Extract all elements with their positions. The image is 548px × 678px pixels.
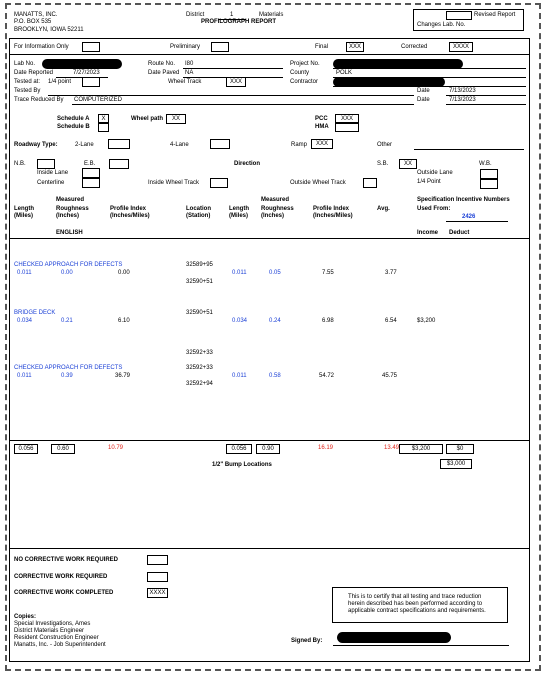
materials-label: Materials [259, 12, 284, 18]
tested-at-checkbox[interactable] [82, 77, 100, 87]
sb-label: S.B. [377, 161, 389, 167]
section-station: 32592+33 [186, 350, 213, 356]
col-profile-2-unit: (Inches/Miles) [313, 213, 353, 219]
corrected-checkbox[interactable]: XXXX [449, 42, 473, 52]
col-measured: Measured [56, 197, 85, 203]
nb-label: N.B. [14, 161, 26, 167]
total-roughness-2: 0.90 [256, 444, 280, 454]
total-income: $3,200 [399, 444, 443, 454]
section-avg: 6.54 [385, 318, 397, 324]
lab-no-redacted [42, 59, 122, 69]
total-avg: 13.49 [384, 445, 400, 451]
cert-line: applicable contract specifications and requirements. [348, 608, 486, 614]
section-profile-index: 0.00 [118, 270, 130, 276]
inside-wheel-checkbox[interactable] [210, 178, 228, 188]
col-roughness: Roughness [56, 206, 89, 212]
revised-report-label: Revised Report [474, 12, 516, 18]
bump-locations-label: 1/2" Bump Locations [212, 462, 272, 468]
total-profile-index-2: 16.19 [318, 445, 334, 451]
eb-label: E.B. [84, 161, 96, 167]
section-avg: 3.77 [385, 270, 397, 276]
section-station: 32589+95 [186, 262, 213, 268]
route-no-label: Route No. [148, 61, 176, 67]
section-length: 0.011 [17, 373, 32, 379]
col-avg: Avg. [377, 206, 390, 212]
col-location-unit: (Station) [186, 213, 211, 219]
ramp-label: Ramp [291, 142, 308, 148]
tested-at-value: 1/4 point [48, 79, 72, 85]
section-profile-index: 36.79 [115, 373, 131, 379]
wb-label: W.B. [479, 161, 492, 167]
section-title: CHECKED APPROACH FOR DEFECTS [14, 365, 123, 371]
col-profile-index-2: Profile Index [313, 206, 350, 212]
tested-at-label: Tested at: [14, 79, 41, 85]
section-station: 32592+94 [186, 381, 213, 387]
col-length: Length [14, 206, 34, 212]
info-only-checkbox[interactable] [82, 42, 100, 52]
section-title: CHECKED APPROACH FOR DEFECTS [14, 262, 123, 268]
col-roughness-2-unit: (Inches) [261, 213, 285, 219]
hma-checkbox[interactable] [335, 122, 359, 132]
total-deduct: $0 [446, 444, 474, 454]
company-address-2: BROOKLYN, IOWA 52211 [14, 27, 84, 33]
cert-line: This is to certify that all testing and trace reduction [348, 594, 482, 600]
total-length: 0.056 [14, 444, 38, 454]
section-profile-index-2: 6.98 [322, 318, 334, 324]
copy-recipient: District Materials Engineer [14, 628, 85, 634]
section-profile-index-2: 54.72 [319, 373, 335, 379]
section-roughness: 0.00 [61, 270, 73, 276]
schedule-b-checkbox[interactable] [98, 122, 109, 132]
section-roughness: 0.39 [61, 373, 73, 379]
inside-wheel-label: Inside Wheel Track [148, 180, 200, 186]
company-name: MANATTS, INC. [14, 12, 58, 18]
pcc-checkbox[interactable]: XXX [335, 114, 359, 124]
eb-checkbox[interactable] [109, 159, 129, 169]
outside-lane-label: Outside Lane [417, 170, 453, 176]
bump-value: $3,000 [440, 459, 472, 469]
date-paved-value: NA [185, 70, 194, 76]
completed-label: CORRECTIVE WORK COMPLETED [14, 590, 114, 596]
corrective-label: CORRECTIVE WORK REQUIRED [14, 574, 108, 580]
roadway-type-label: Roadway Type: [14, 142, 58, 148]
col-spec: Specification Incentive Numbers [417, 197, 510, 203]
section-roughness: 0.21 [61, 318, 73, 324]
date-paved-label: Date Paved [148, 70, 180, 76]
final-label: Final [315, 44, 329, 50]
wheel-path-checkbox[interactable]: XX [166, 114, 186, 124]
preliminary-checkbox[interactable] [211, 42, 229, 52]
schedule-a-checkbox[interactable]: X [98, 114, 109, 124]
county-label: County [290, 70, 310, 76]
quarter-point-checkbox[interactable] [480, 179, 498, 189]
col-length-2-unit: (Miles) [229, 213, 249, 219]
ramp-checkbox[interactable]: XXX [311, 139, 333, 149]
date-value-1: 7/13/2023 [449, 88, 476, 94]
copies-label: Copies: [14, 614, 37, 620]
four-lane-label: 4-Lane [170, 142, 189, 148]
district-label: District [186, 12, 205, 18]
section-profile-index: 6.10 [118, 318, 130, 324]
hma-label: HMA [315, 124, 329, 130]
pcc-label: PCC [315, 116, 328, 122]
direction-label: Direction [234, 161, 261, 167]
outside-wheel-label: Outside Wheel Track [290, 180, 346, 186]
section-length: 0.011 [17, 270, 32, 276]
section-length-2: 0.034 [232, 318, 248, 324]
preliminary-label: Preliminary [170, 44, 201, 50]
date-value-2: 7/13/2023 [449, 97, 476, 103]
outside-wheel-checkbox[interactable] [363, 178, 377, 188]
section-roughness-2: 0.24 [269, 318, 281, 324]
section-length-2: 0.011 [232, 373, 247, 379]
project-no-label: Project No. [290, 61, 320, 67]
col-profile-index: Profile Index [110, 206, 147, 212]
copy-recipient: Manatts, Inc. - Job Superintendent [14, 642, 106, 648]
trace-reduced-label: Trace Reduced By [14, 97, 64, 103]
schedule-a-label: Schedule A [57, 116, 90, 122]
centerline-checkbox[interactable] [82, 178, 100, 188]
total-roughness: 0.60 [51, 444, 75, 454]
col-english: ENGLISH [56, 230, 83, 236]
col-used-from: Used From: [417, 206, 451, 212]
no-corrective-checkbox[interactable] [147, 555, 168, 565]
total-profile-index: 10.79 [108, 445, 124, 451]
sb-checkbox[interactable]: XX [399, 159, 417, 169]
route-no-value: I80 [185, 61, 194, 67]
wheel-path-label: Wheel path [131, 116, 164, 122]
wb-checkbox[interactable] [480, 169, 498, 179]
report-form [9, 38, 530, 662]
wheel-track-label: Wheel Track [168, 79, 202, 85]
inside-lane-checkbox[interactable] [82, 168, 100, 178]
contractor-label: Contractor [290, 79, 319, 85]
wheel-track-checkbox[interactable]: XXX [226, 77, 246, 87]
corrective-checkbox[interactable] [147, 572, 168, 582]
section-avg: 45.75 [382, 373, 398, 379]
revised-report-checkbox[interactable] [446, 11, 472, 20]
schedule-b-label: Schedule B [57, 124, 90, 130]
four-lane-checkbox[interactable] [210, 139, 230, 149]
signed-by-label: Signed By: [291, 638, 323, 644]
date-reported-value: 7/27/2023 [73, 70, 100, 76]
section-roughness-2: 0.58 [269, 373, 281, 379]
quarter-point-label: 1/4 Point [417, 179, 441, 185]
lab-no-label: Lab No. [14, 61, 36, 67]
signature-redacted [337, 632, 451, 643]
section-station: 32592+33 [186, 365, 213, 371]
nb-checkbox[interactable] [37, 159, 55, 169]
trace-reduced-value: COMPUTERIZED [74, 97, 122, 103]
info-only-label: For Information Only [14, 44, 69, 50]
completed-checkbox[interactable]: XXXX [147, 588, 168, 598]
report-title: PROFILOGRAPH REPORT [201, 19, 277, 25]
changes-lab-label: Changes Lab. No. [417, 22, 466, 28]
cert-line: herein described has been performed according to [348, 601, 483, 607]
section-title: BRIDGE DECK [14, 310, 56, 316]
two-lane-label: 2-Lane [75, 142, 94, 148]
section-roughness-2: 0.05 [269, 270, 281, 276]
centerline-label: Centerline [37, 180, 65, 186]
district-value: 1 [230, 12, 234, 18]
company-address-1: P.O. BOX 535 [14, 19, 52, 25]
section-station: 32590+51 [186, 310, 213, 316]
total-length-2: 0.056 [226, 444, 252, 454]
date-reported-label: Date Reported [14, 70, 54, 76]
col-income: Income [417, 230, 439, 236]
col-roughness-2: Roughness [261, 206, 294, 212]
col-profile-unit: (Inches/Miles) [110, 213, 150, 219]
no-corrective-label: NO CORRECTIVE WORK REQUIRED [14, 557, 119, 563]
section-length: 0.034 [17, 318, 33, 324]
section-profile-index-2: 7.55 [322, 270, 334, 276]
county-value: POLK [336, 70, 353, 76]
col-measured-2: Measured [261, 197, 290, 203]
col-roughness-unit: (Inches) [56, 213, 80, 219]
other-label: Other [377, 142, 393, 148]
col-deduct: Deduct [449, 230, 470, 236]
two-lane-checkbox[interactable] [108, 139, 130, 149]
copy-recipient: Special Investigations, Ames [14, 621, 91, 627]
spec-value: 2426 [462, 214, 476, 220]
col-length-2: Length [229, 206, 249, 212]
col-length-unit: (Miles) [14, 213, 34, 219]
col-location: Location [186, 206, 211, 212]
corrected-label: Corrected [401, 44, 428, 50]
inside-lane-label: Inside Lane [37, 170, 69, 176]
section-length-2: 0.011 [232, 270, 247, 276]
section-station: 32590+51 [186, 279, 213, 285]
final-checkbox[interactable]: XXX [346, 42, 364, 52]
copy-recipient: Resident Construction Engineer [14, 635, 99, 641]
date-label-1: Date [417, 88, 430, 94]
tested-by-label: Tested By [14, 88, 41, 94]
section-income: $3,200 [417, 318, 436, 324]
date-label-2: Date [417, 97, 430, 103]
